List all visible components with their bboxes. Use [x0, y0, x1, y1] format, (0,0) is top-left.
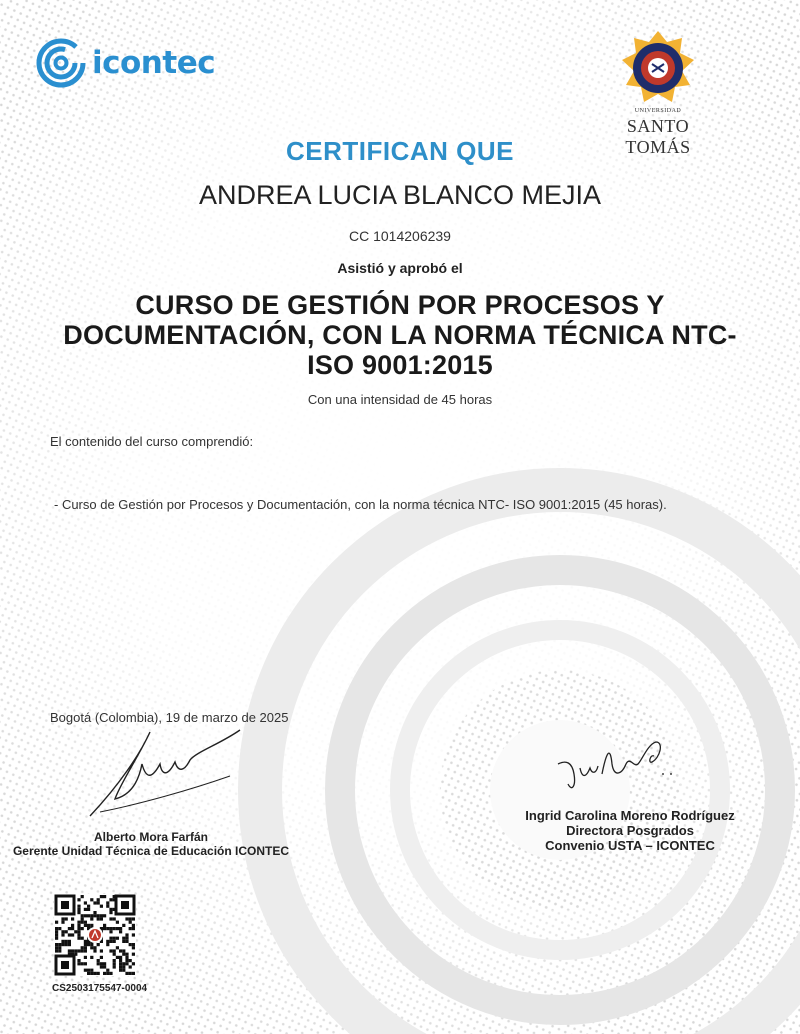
signature-2-drawing: [552, 734, 682, 804]
santo-tomas-small-text: UNIVERSIDAD: [634, 108, 682, 114]
santo-tomas-seal-icon: [598, 28, 718, 108]
signature-1-title: Gerente Unidad Técnica de Educación ICONTEC: [12, 844, 290, 858]
signature-2-title: Directora Posgrados: [566, 823, 694, 838]
signature-2-title-2: Convenio USTA – ICONTEC: [545, 838, 715, 853]
course-title: CURSO DE GESTIÓN POR PROCESOS Y DOCUMENTACIÓN, CON LA NORMA TÉCNICA NTC- ISO 9001:2015: [63, 290, 737, 380]
attended-label: Asistió y aprobó el: [337, 260, 463, 276]
signature-1-block: [0, 830, 302, 858]
santo-tomas-logo-text: SANTO TOMÁS: [625, 116, 691, 157]
course-intensity: Con una intensidad de 45 horas: [307, 392, 493, 407]
icontec-logo-text: icontec: [92, 45, 216, 81]
recipient-name: ANDREA LUCIA BLANCO MEJIA: [198, 180, 602, 210]
icontec-logo: [36, 38, 215, 88]
content-item: - Curso de Gestión por Procesos y Documentación, con la norma técnica NTC- ISO 9001:2015 (45 horas).: [54, 497, 667, 512]
certificate-code: CS2503175547-0004: [52, 983, 148, 994]
place-date: Bogotá (Colombia), 19 de marzo de 2025: [50, 710, 289, 725]
id-number: CC 1014206239: [349, 228, 451, 244]
signature-2-name: Ingrid Carolina Moreno Rodríguez: [525, 808, 735, 823]
signature-1-drawing: [80, 724, 250, 824]
santo-tomas-logo: [598, 28, 718, 157]
signature-1-name: Alberto Mora Farfán: [93, 830, 208, 844]
icontec-circle-icon: [36, 38, 86, 88]
content-label: El contenido del curso comprendió:: [50, 434, 254, 449]
qr-code-icon[interactable]: [54, 894, 136, 976]
signature-2-block: [500, 808, 760, 853]
certificate-heading: CERTIFICAN QUE: [286, 136, 514, 166]
